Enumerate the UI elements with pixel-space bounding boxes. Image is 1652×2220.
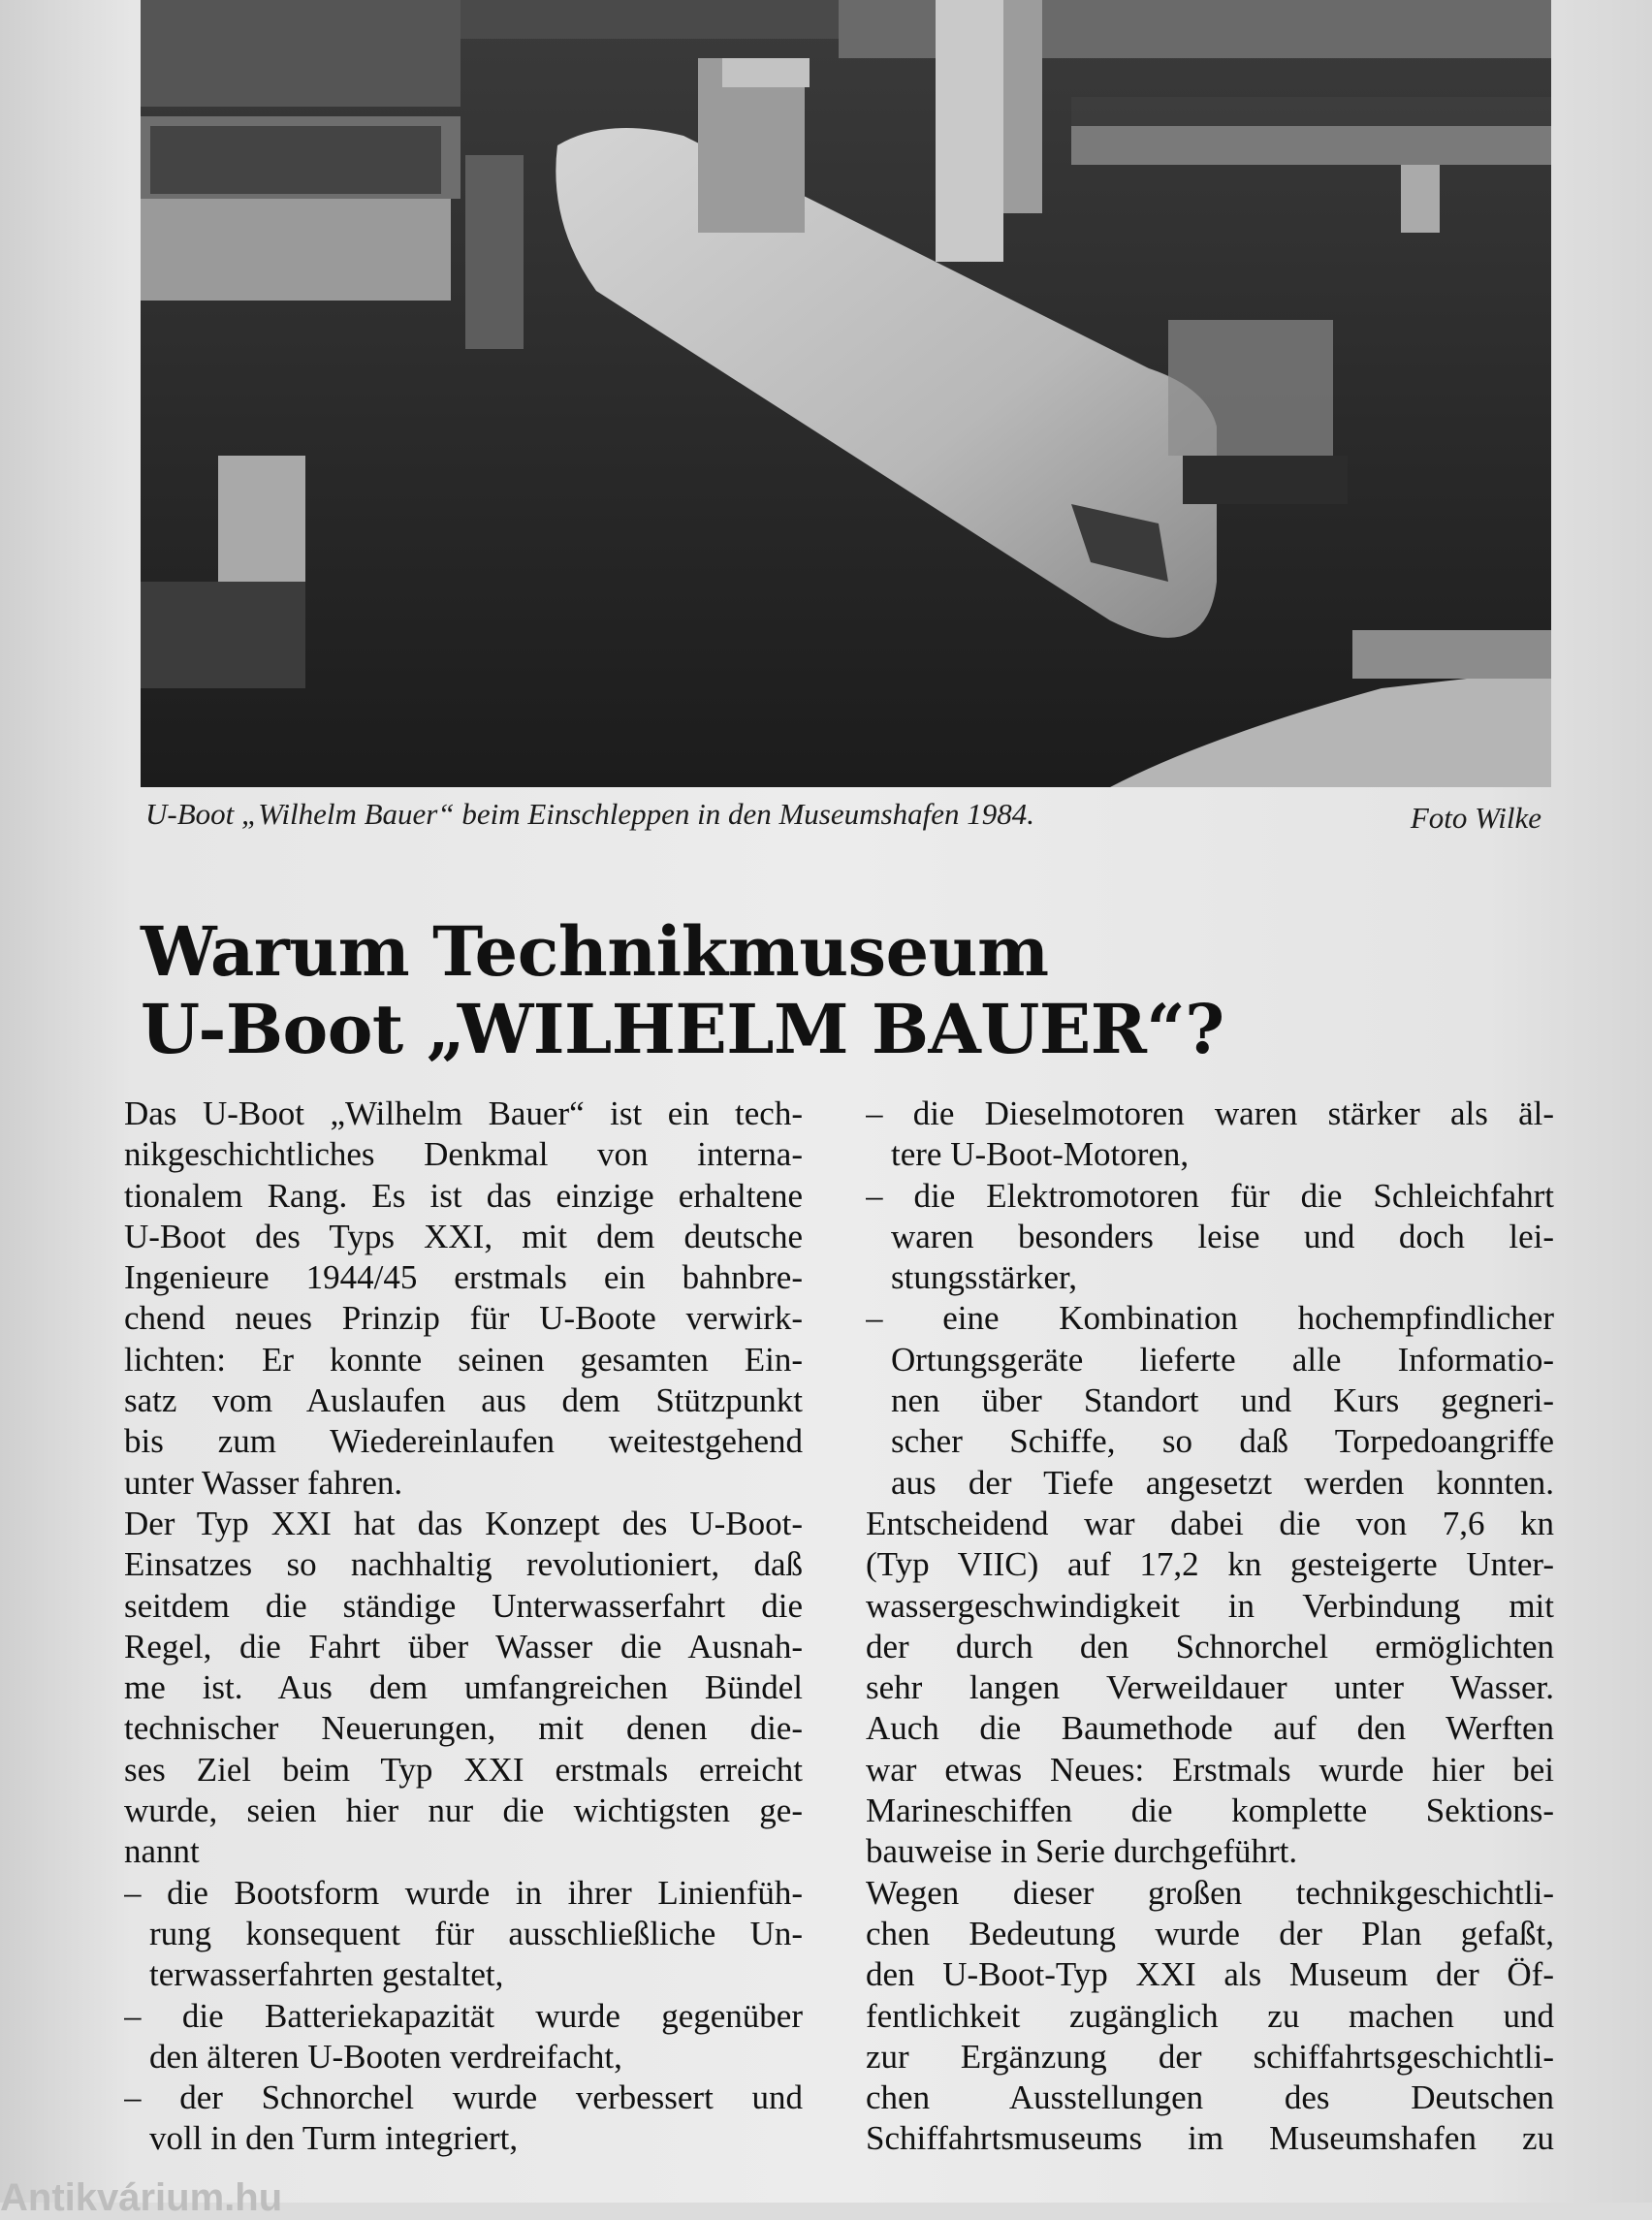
text-line: bauweise in Serie durchgeführt. <box>866 1832 1298 1871</box>
text-line: bis zum Wiedereinlaufen weitestgehend <box>124 1422 803 1461</box>
text-line: den U-Boot-Typ XXI als Museum der Öf- <box>866 1955 1554 1994</box>
text-line: ses Ziel beim Typ XXI erstmals erreicht <box>124 1750 803 1789</box>
text-line: Ingenieure 1944/45 erstmals ein bahnbre- <box>124 1258 803 1297</box>
text-line: zur Ergänzung der schiffahrtsgeschichtli- <box>866 2037 1554 2076</box>
text-line: scher Schiffe, so daß Torpedoangriffe <box>891 1422 1554 1461</box>
text-line: nannt <box>124 1832 200 1871</box>
caption-text: U-Boot „Wilhelm Bauer“ beim Einschleppen in den Museumshafen 1984. <box>145 797 1034 831</box>
text-line: Ortungsgeräte lieferte alle Informatio- <box>891 1340 1554 1379</box>
text-line: sehr langen Verweildauer unter Wasser. <box>866 1668 1554 1707</box>
text-line: Auch die Baumethode auf den Werften <box>866 1709 1554 1748</box>
text-line: satz vom Auslaufen aus dem Stützpunkt <box>124 1381 803 1420</box>
text-line: der durch den Schnorchel ermöglichten <box>866 1627 1554 1665</box>
text-line: seitdem die ständige Unterwasserfahrt die <box>124 1586 803 1625</box>
text-line: wurde, seien hier nur die wichtigsten ge- <box>124 1792 803 1830</box>
text-line: me ist. Aus dem umfangreichen Bündel <box>124 1668 803 1707</box>
text-line: den älteren U-Booten verdreifacht, <box>149 2037 622 2076</box>
text-line: stungsstärker, <box>891 1258 1078 1297</box>
text-line: nen über Standort und Kurs gegneri- <box>891 1381 1554 1420</box>
list-item: – eine Kombination hochempfindlicher <box>866 1299 1554 1338</box>
text-line: Marineschiffen die komplette Sektions- <box>866 1792 1554 1830</box>
right-column <box>866 1094 1554 2160</box>
text-line: unter Wasser fahren. <box>124 1463 403 1502</box>
photo-illustration <box>141 0 1551 787</box>
text-line: rung konsequent für ausschließliche Un- <box>149 1914 803 1952</box>
text-line: Einsatzes so nachhaltig revolutioniert, daß <box>124 1545 803 1584</box>
heading-line-1: Warum Technikmuseum <box>141 911 1049 992</box>
text-line: Schiffahrtsmuseums im Museumshafen zu <box>866 2119 1554 2158</box>
text-line: aus der Tiefe angesetzt werden konnten. <box>891 1463 1554 1502</box>
submarine-photo <box>141 0 1551 787</box>
list-item: – der Schnorchel wurde verbessert und <box>124 2078 803 2117</box>
text-line: Wegen dieser großen technikgeschichtli- <box>866 1873 1554 1912</box>
text-line: technischer Neuerungen, mit denen die- <box>124 1709 803 1748</box>
text-line: tere U-Boot-Motoren, <box>891 1135 1190 1174</box>
photo-caption <box>145 797 1541 845</box>
photo-credit: Foto Wilke <box>1410 801 1541 835</box>
text-line: waren besonders leise und doch lei- <box>891 1217 1554 1255</box>
watermark: Antikvárium.hu <box>0 2176 283 2219</box>
text-line: tionalem Rang. Es ist das einzige erhaltene <box>124 1176 803 1215</box>
text-line: chen Ausstellungen des Deutschen <box>866 2078 1554 2117</box>
text-line: chen Bedeutung wurde der Plan gefaßt, <box>866 1914 1554 1952</box>
text-line: U-Boot des Typs XXI, mit dem deutsche <box>124 1217 803 1255</box>
text-line: chend neues Prinzip für U-Boote verwirk- <box>124 1299 803 1338</box>
text-line: Entscheidend war dabei die von 7,6 kn <box>866 1504 1554 1542</box>
list-item: – die Dieselmotoren waren stärker als äl- <box>866 1094 1554 1132</box>
text-line: (Typ VIIC) auf 17,2 kn gesteigerte Unter- <box>866 1545 1554 1584</box>
list-item: – die Elektromotoren für die Schleichfahrt <box>866 1176 1554 1215</box>
text-line: lichten: Er konnte seinen gesamten Ein- <box>124 1340 803 1379</box>
text-line: voll in den Turm integriert, <box>149 2119 519 2158</box>
left-column <box>124 1094 803 2160</box>
text-line: Regel, die Fahrt über Wasser die Ausnah- <box>124 1627 803 1665</box>
text-line: terwasserfahrten gestaltet, <box>149 1955 504 1994</box>
text-line: nikgeschichtliches Denkmal von interna- <box>124 1135 803 1174</box>
heading-line-2: U-Boot „WILHELM BAUER“? <box>141 989 1224 1069</box>
text-line: Der Typ XXI hat das Konzept des U-Boot- <box>124 1504 803 1542</box>
text-line: wassergeschwindigkeit in Verbindung mit <box>866 1586 1554 1625</box>
text-line: Das U-Boot „Wilhelm Bauer“ ist ein tech- <box>124 1094 803 1132</box>
text-line: fentlichkeit zugänglich zu machen und <box>866 1996 1554 2035</box>
list-item: – die Bootsform wurde in ihrer Linienfüh- <box>124 1873 803 1912</box>
list-item: – die Batteriekapazität wurde gegenüber <box>124 1996 803 2035</box>
article-heading <box>141 913 1401 1068</box>
text-line: war etwas Neues: Erstmals wurde hier bei <box>866 1750 1554 1789</box>
